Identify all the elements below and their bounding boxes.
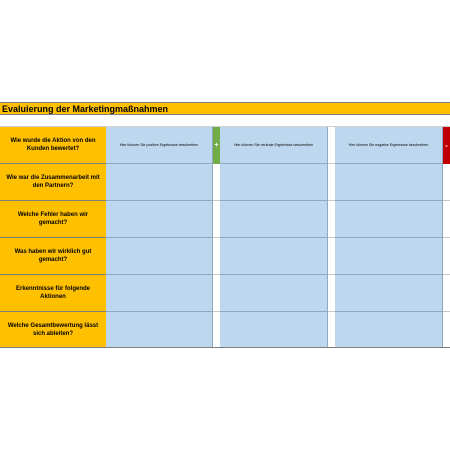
column-gap xyxy=(443,201,450,238)
column-gap xyxy=(328,238,335,275)
positive-hint: Hier können Sie positive Ergebnisse beschreiben xyxy=(119,143,199,147)
title-bar xyxy=(0,102,450,115)
negative-cell[interactable] xyxy=(335,275,443,312)
negative-cell[interactable] xyxy=(335,127,443,164)
negative-cell[interactable] xyxy=(335,164,443,201)
negative-cell[interactable] xyxy=(335,238,443,275)
column-gap xyxy=(213,238,220,275)
positive-cell[interactable] xyxy=(106,201,213,238)
neutral-hint: Hier können Sie neutrale Ergebnisse beschreiben xyxy=(233,143,314,147)
row-label: Erkenntnisse für folgende Aktionen xyxy=(0,275,106,312)
table-row xyxy=(0,312,450,348)
negative-hint: Hier können Sie negative Ergebnisse beschreiben xyxy=(348,143,429,147)
column-gap xyxy=(328,275,335,312)
column-gap xyxy=(213,201,220,238)
table-row xyxy=(0,201,450,238)
column-gap xyxy=(213,164,220,201)
row-label: Wie war die Zusammenarbeit mit den Partnern? xyxy=(0,164,106,201)
positive-cell[interactable] xyxy=(106,164,213,201)
minus-marker: - xyxy=(443,127,450,164)
positive-cell[interactable] xyxy=(106,238,213,275)
table-row xyxy=(0,275,450,312)
table-row xyxy=(0,164,450,201)
row-label: Welche Fehler haben wir gemacht? xyxy=(0,201,106,238)
row-label: Wie wurde die Aktion von den Kunden bewertet? xyxy=(0,127,106,164)
plus-marker: + xyxy=(213,127,220,164)
column-gap xyxy=(213,275,220,312)
row-label: Welche Gesamtbewertung lässt sich ableiten? xyxy=(0,312,106,348)
table-row xyxy=(0,238,450,275)
neutral-cell[interactable] xyxy=(220,275,328,312)
column-gap xyxy=(443,164,450,201)
neutral-cell[interactable] xyxy=(220,164,328,201)
evaluation-sheet xyxy=(0,102,450,348)
column-gap xyxy=(328,164,335,201)
neutral-cell[interactable] xyxy=(220,201,328,238)
positive-cell[interactable] xyxy=(106,127,213,164)
column-gap xyxy=(328,201,335,238)
positive-cell[interactable] xyxy=(106,275,213,312)
column-gap xyxy=(328,312,335,348)
neutral-cell[interactable] xyxy=(220,127,328,164)
page-title: Evaluierung der Marketingmaßnahmen xyxy=(2,104,169,114)
negative-cell[interactable] xyxy=(335,201,443,238)
negative-cell[interactable] xyxy=(335,312,443,348)
neutral-cell[interactable] xyxy=(220,238,328,275)
neutral-cell[interactable] xyxy=(220,312,328,348)
table-row xyxy=(0,127,450,164)
column-gap xyxy=(213,312,220,348)
column-gap xyxy=(443,312,450,348)
row-label: Was haben wir wirklich gut gemacht? xyxy=(0,238,106,275)
bottom-border xyxy=(0,347,450,348)
column-gap xyxy=(328,127,335,164)
spacer-row xyxy=(0,115,450,127)
column-gap xyxy=(443,238,450,275)
column-gap xyxy=(443,275,450,312)
positive-cell[interactable] xyxy=(106,312,213,348)
